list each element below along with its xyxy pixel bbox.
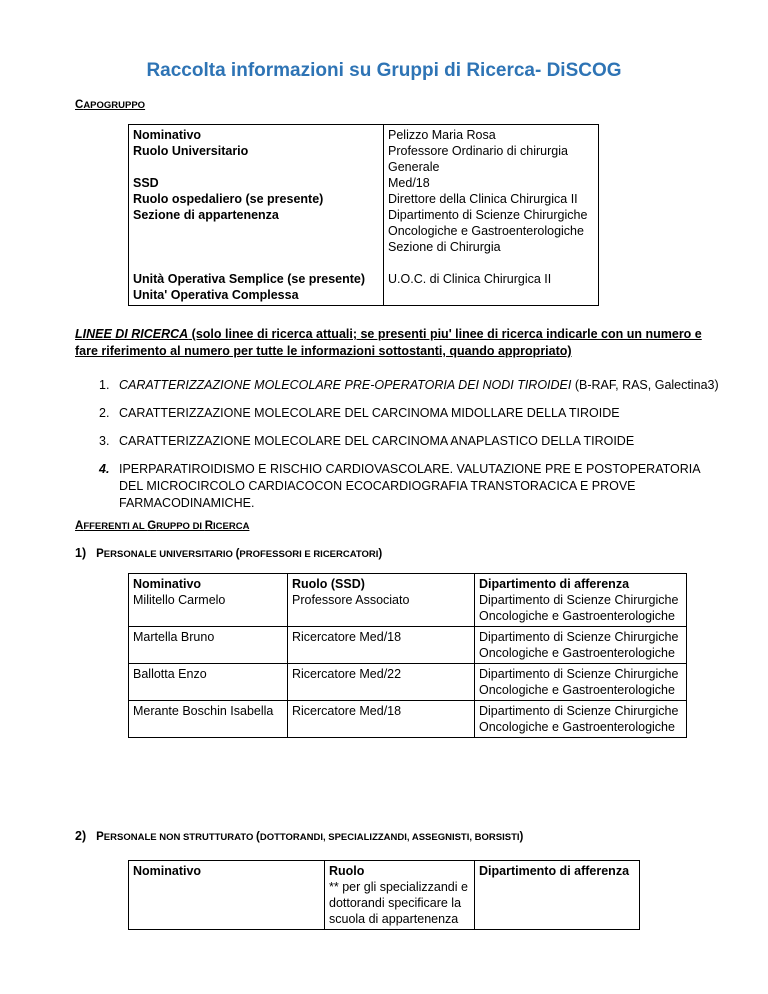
non-strutturato-table [128, 860, 640, 930]
column-header: Dipartimento di afferenza [479, 577, 630, 591]
nominativo-label: Nominativo [133, 128, 202, 142]
column-header: Ruolo (SSD) [292, 577, 365, 591]
table-row [129, 861, 640, 930]
sezione-label: Sezione di appartenenza [133, 208, 279, 222]
afferenti-heading: AFFERENTI AL GRUPPO DI RICERCA [75, 520, 250, 532]
ruolo-universitario-label: Ruolo Universitario [133, 144, 249, 158]
ruolo-cell: Ricercatore Med/18 [288, 627, 475, 664]
uoc-label: Unita' Operativa Complessa [133, 288, 299, 302]
dipartimento-cell: Dipartimento di Scienze Chirurgiche Oncologiche e Gastroenterologiche [475, 627, 687, 664]
nominativo-cell: Militello Carmelo [133, 593, 226, 607]
table-row [129, 125, 599, 306]
dipartimento-cell: Dipartimento di Scienze Chirurgiche Oncologiche e Gastroenterologiche [475, 664, 687, 701]
ssd-label: SSD [133, 176, 159, 190]
universitario-table [128, 573, 687, 738]
column-header: Nominativo [129, 861, 325, 930]
table-row [129, 627, 687, 664]
dipartimento-cell: Dipartimento di Scienze Chirurgiche Oncologiche e Gastroenterologiche [475, 701, 687, 738]
table-row [129, 574, 687, 627]
capogruppo-heading: CAPOGRUPPO [75, 99, 146, 111]
page-title: Raccolta informazioni su Gruppi di Ricerca- DiSCOG [146, 60, 622, 81]
ruolo-cell: Ricercatore Med/22 [288, 664, 475, 701]
ruolo-universitario-value: Professore Ordinario di chirurgia Generale [388, 144, 568, 174]
ruolo-cell: Ricercatore Med/18 [288, 701, 475, 738]
uos-label: Unità Operativa Semplice (se presente) [133, 272, 366, 286]
sezione-chirurgia-value: Sezione di Chirurgia [388, 240, 501, 254]
uoc-value: U.O.C. di Clinica Chirurgica II [388, 272, 552, 286]
universitario-heading: 1) PERSONALE UNIVERSITARIO (PROFESSORI E RICERCATORI) [75, 546, 383, 560]
ruolo-note: ** per gli specializzandi e dottorandi specificare la scuola di appartenenza [329, 880, 468, 926]
column-header: Ruolo [329, 864, 365, 878]
sezione-value: Dipartimento di Scienze Chirurgiche Oncologiche e Gastroenterologiche [388, 208, 588, 238]
ruolo-ospedaliero-value: Direttore della Clinica Chirurgica II [388, 192, 578, 206]
nominativo-value: Pelizzo Maria Rosa [388, 128, 496, 142]
list-item: 3. CARATTERIZZAZIONE MOLECOLARE DEL CARCINOMA ANAPLASTICO DELLA TIROIDE [99, 434, 635, 448]
ssd-value: Med/18 [388, 176, 430, 190]
nominativo-cell: Ballotta Enzo [129, 664, 288, 701]
dipartimento-cell: Dipartimento di Scienze Chirurgiche Oncologiche e Gastroenterologiche [479, 593, 679, 623]
table-row [129, 664, 687, 701]
linee-ricerca-heading: LINEE DI RICERCA (solo linee di ricerca attuali; se presenti piu' linee di ricerca indicarle con un numero e fare riferimento al numero per tutte le informazioni sottostanti, quando appropriato) [75, 327, 702, 358]
list-item: 2. CARATTERIZZAZIONE MOLECOLARE DEL CARCINOMA MIDOLLARE DELLA TIROIDE [99, 406, 620, 420]
column-header: Nominativo [133, 577, 202, 591]
column-header: Dipartimento di afferenza [475, 861, 640, 930]
nominativo-cell: Martella Bruno [129, 627, 288, 664]
list-item: 1. CARATTERIZZAZIONE MOLECOLARE PRE-OPERATORIA DEI NODI TIROIDEI (B-RAF, RAS, Galectina3) [99, 378, 719, 392]
capogruppo-table [128, 124, 599, 306]
nominativo-cell: Merante Boschin Isabella [129, 701, 288, 738]
table-row [129, 701, 687, 738]
non-strutturato-heading: 2) PERSONALE NON STRUTTURATO (DOTTORANDI, SPECIALIZZANDI, ASSEGNISTI, BORSISTI) [75, 829, 524, 843]
ruolo-cell: Professore Associato [292, 593, 410, 607]
list-item: 4. IPERPARATIROIDISMO E RISCHIO CARDIOVASCOLARE. VALUTAZIONE PRE E POSTOPERATORIA DEL MICROCIRCOLO CARDIACOCON ECOCARDIOGRAFIA TRANSTORACICA E PROVE FARMACODINAMICHE. [99, 462, 700, 510]
ruolo-ospedaliero-label: Ruolo ospedaliero (se presente) [133, 192, 324, 206]
